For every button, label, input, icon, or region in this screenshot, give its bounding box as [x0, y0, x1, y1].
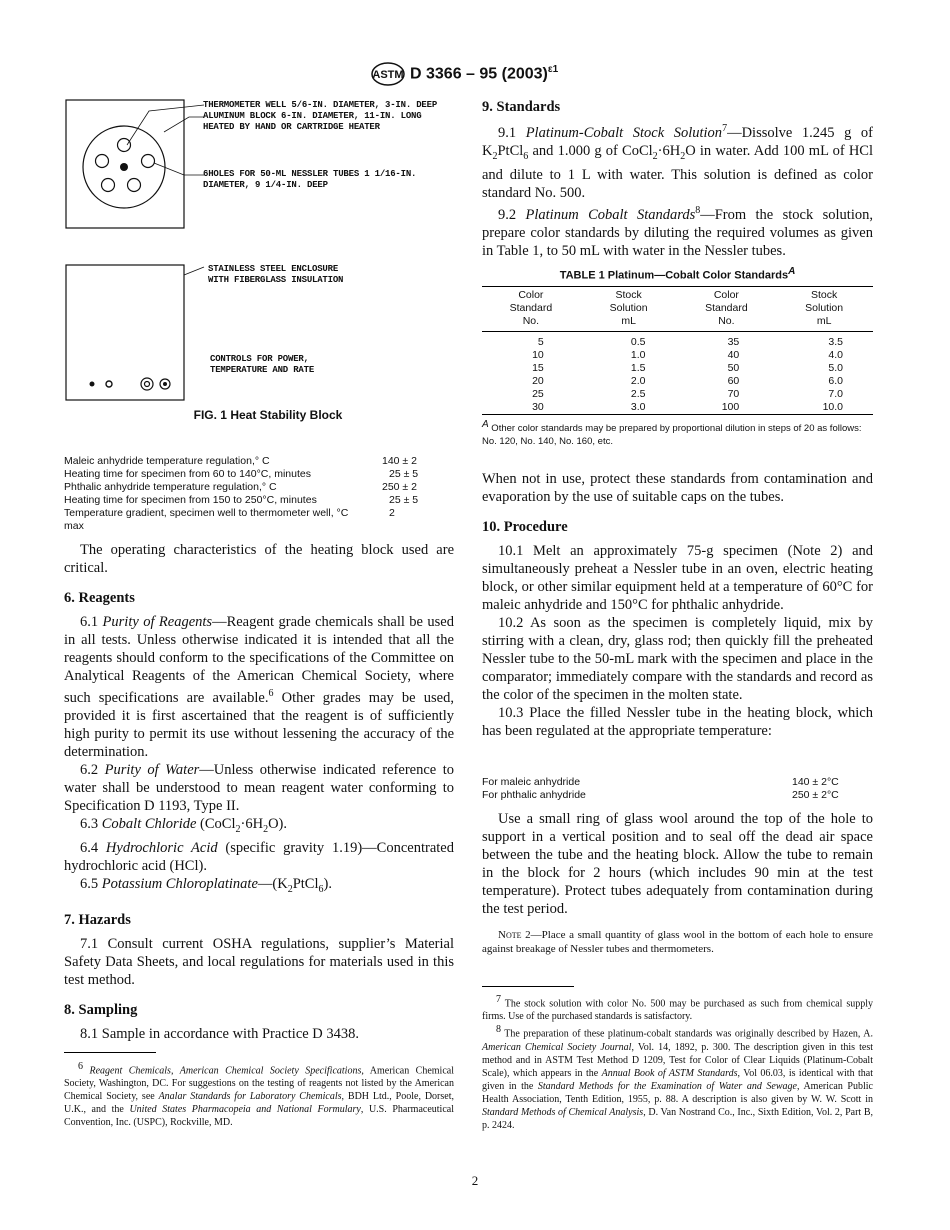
paragraph-10-1: 10.1 Melt an approximately 75-g specimen (Note 2) and simultaneously preheat a Nessler tube in an oven, electric heating block, or other similar equipment held at a temperature of 60°C for maleic anhydride and 150°C for phthalic anhydride.	[482, 543, 873, 613]
document-designation: D 3366 – 95 $(2003)^{\varepsilon 1}$	[410, 64, 559, 83]
section-10-heading: 10. Procedure	[482, 519, 568, 535]
footnotes-left	[64, 1052, 454, 1129]
fig-label-enclosure-2: WITH FIBERGLASS INSULATION	[208, 275, 344, 285]
glass-wool-section	[482, 810, 873, 918]
operating-paragraph: The operating characteristics of the heating block used are critical.	[64, 542, 454, 576]
page-number: 2	[471, 1173, 479, 1188]
fig-label-block-2: HEATED BY HAND OR CARTRIDGE HEATER	[203, 122, 380, 132]
color-standards-table	[482, 286, 873, 415]
table-row: 30 3.0 100 10.0	[482, 401, 873, 415]
temperature-row: For phthalic anhydride 250 ± 2°C	[482, 789, 839, 801]
footnotes-right	[482, 986, 873, 1132]
section-7-heading: 7. Hazards	[64, 911, 131, 928]
protect-paragraph: When not in use, protect these standards from contamination and evaporation by the use of suitable caps on the tubes.	[482, 471, 873, 505]
svg-text:ASTM: ASTM	[372, 69, 404, 81]
regulation-list	[64, 455, 464, 533]
table-1-title: TABLE 1 Platinum—Cobalt Color StandardsA	[559, 266, 796, 282]
regulation-row: Heating time for specimen from 150 to 250°C, minutes 25 ± 5	[64, 494, 419, 506]
temperature-row: For maleic anhydride 140 ± 2°C	[482, 776, 839, 788]
right-column-procedure	[482, 470, 873, 740]
paragraph-8-1: 8.1 Sample in accordance with Practice D 3438.	[80, 1025, 360, 1042]
regulation-row: Phthalic anhydride temperature regulation,° C 250 ± 2	[64, 481, 417, 493]
left-column	[64, 541, 454, 1043]
table-1	[482, 266, 873, 448]
section-9-heading: 9. Standards	[482, 99, 561, 115]
right-column-standards	[482, 98, 873, 260]
fig-label-controls-1: CONTROLS FOR POWER,	[210, 354, 309, 364]
table-row: 15 1.5 50 5.0	[532, 361, 843, 374]
footnote-7: 7 The stock solution with color No. 500 may be purchased as such from chemical supply firms. Use of the purchased standards is satisfactory.	[482, 994, 873, 1023]
paragraph-10-3: 10.3 Place the filled Nessler tube in the heating block, which has been regulated at the appropriate temperature:	[482, 705, 873, 739]
paragraph-6-1: 6.1 Purity of Reagents—Reagent grade chemicals shall be used in all tests. Unless otherwise indicated it is intended that all the reagents should conform to the specifications of the Committee on Analytical Reagents of the American Chemical Society, where such specifications are available.$^6$ Other grades may be used, provided it is first ascertained that the reagent is of sufficiently high purity to permit its use without lessening the accuracy of the determination.	[64, 614, 454, 760]
astm-logo-icon	[370, 62, 406, 86]
glass-wool-paragraph: Use a small ring of glass wool around the top of the hole to support in a vertical position and to seal off the dead air space between the tube and the heating block. Allow the tube to remain in the block for 2 hours (which includes 90 min at the test temperature). Protect tubes adequately from contamination during the test period.	[482, 811, 873, 917]
fig-label-enclosure-1: STAINLESS STEEL ENCLOSURE	[208, 264, 339, 274]
paragraph-6-2: 6.2 Purity of Water—Unless otherwise indicated reference to water shall be understood to mean reagent water conforming to Specification D 1193, Type II.	[64, 761, 454, 814]
regulation-row: Maleic anhydride temperature regulation,° C 140 ± 2	[64, 455, 417, 467]
footnote-6: 6 Reagent Chemicals, American Chemical Society Specifications, American Chemical Society, Washington, DC. For suggestions on the testing of reagents not listed by the American Chemical Society, see Analar Standards for Laboratory Chemicals, BDH Ltd., Poole, Dorset, U.K., and the United States Pharmacopeia and National Formulary, U.S. Pharmaceutical Convention, Inc. (USPC), Rockville, MD.	[64, 1061, 454, 1129]
figure-caption: FIG. 1 Heat Stability Block	[193, 408, 343, 422]
paragraph-6-4: 6.4 Hydrochloric Acid (specific gravity 1.19)—Concentrated hydrochloric acid (HCl).	[64, 839, 454, 874]
table-header-cell: Stock Solution mL	[609, 288, 648, 327]
table-row: 10 1.0 40 4.0	[532, 348, 843, 361]
table-header-cell: Color Standard No.	[509, 288, 553, 327]
paragraph-9-2: 9.2 Platinum Cobalt Standards$^8$—From the stock solution, prepare color standards by diluting the required volumes as given in Table 1, to 50 mL with water in the Nessler tubes.	[482, 204, 873, 259]
fig-label-block-1: ALUMINUM BLOCK 6-IN. DIAMETER, 11-IN. LONG	[203, 111, 422, 121]
regulation-row: Temperature gradient, specimen well to thermometer well, °C 2	[64, 507, 395, 519]
section-6-heading: 6. Reagents	[64, 590, 135, 606]
section-8-heading: 8. Sampling	[64, 1001, 138, 1018]
temperature-list	[482, 776, 873, 802]
figure-heat-stability-block	[64, 97, 472, 417]
table-row: 5 0.5 35 3.5	[537, 335, 843, 348]
table-header-cell: Color Standard No.	[705, 288, 748, 327]
paragraph-9-1: 9.1 Platinum-Cobalt Stock Solution$^7$—Dissolve 1.245 g of $K_2PtCl_6$ and 1.000 g of $CoCl_2\cdot 6H_2O$ in water. Add 100 mL of HCl and dilute to 1 L with water. This solution is defined as color standard No. 500.	[482, 123, 873, 201]
paragraph-6-3: 6.3 Cobalt Chloride $(CoCl_2\cdot 6H_2O)$.	[80, 815, 287, 835]
page-header	[370, 62, 600, 88]
table-1-footnote: A Other color standards may be prepared by proportional dilution in steps of 20 as follows: No. 120, No. 140, No. 160, etc.	[482, 418, 862, 447]
table-row: 25 2.5 70 7.0	[532, 387, 843, 400]
regulation-row: Heating time for specimen from 60 to 140°C, minutes 25 ± 5	[64, 468, 419, 480]
table-row: 20 2.0 60 6.0	[532, 374, 843, 387]
paragraph-10-2: 10.2 As soon as the specimen is completely liquid, mix by stirring with a clean, dry, glass rod; then quickly fill the preheated Nessler tube to the 50-mL mark with the specimen and place in the comparator; immediately compare with the standards and record as the color of the specimen in the molten state.	[482, 615, 873, 703]
fig-label-controls-2: TEMPERATURE AND RATE	[210, 365, 315, 375]
regulation-row: max	[64, 520, 84, 532]
footnote-8: 8 The preparation of these platinum-cobalt standards was originally described by Hazen, A. American Chemical Society Journal, Vol. 14, 1892, p. 300. The description given in this test method and in ASTM Test Method D 1209, Test for Color of Clear Liquids (Platinum-Cobalt Scale), which appears in the Annual Book of ASTM Standards, Vol 06.03, is identical with that given in the Standard Methods for the Examination of Water and Sewage, American Public Health Association, Tenth Edition, 1955, p. 88. A description is also given by W. W. Scott in Standard Methods of Chemical Analysis, D. Van Nostrand Co., Inc., Sixth Edition, Vol. 2, Part B, p. 2424.	[482, 1024, 874, 1131]
fig-label-thermometer: THERMOMETER WELL 5/6-IN. DIAMETER, 3-IN. DEEP	[203, 100, 438, 110]
note-2: Note 2—Place a small quantity of glass wool in the bottom of each hole to ensure against breakage of Nessler tubes and thermometers.	[482, 929, 873, 955]
table-header-cell: Stock Solution mL	[805, 288, 844, 327]
paragraph-6-5: 6.5 Potassium $Chloroplatinate—(K_2PtCl_6)$.	[80, 875, 332, 895]
fig-label-holes-2: DIAMETER, 9 1/4-IN. DEEP	[203, 180, 328, 190]
fig-label-holes-1: 6HOLES FOR 50-ML NESSLER TUBES 1 1/16-IN.	[203, 169, 417, 179]
paragraph-7-1: 7.1 Consult current OSHA regulations, supplier’s Material Safety Data Sheets, and local regulations for materials used in this test method.	[64, 935, 454, 988]
